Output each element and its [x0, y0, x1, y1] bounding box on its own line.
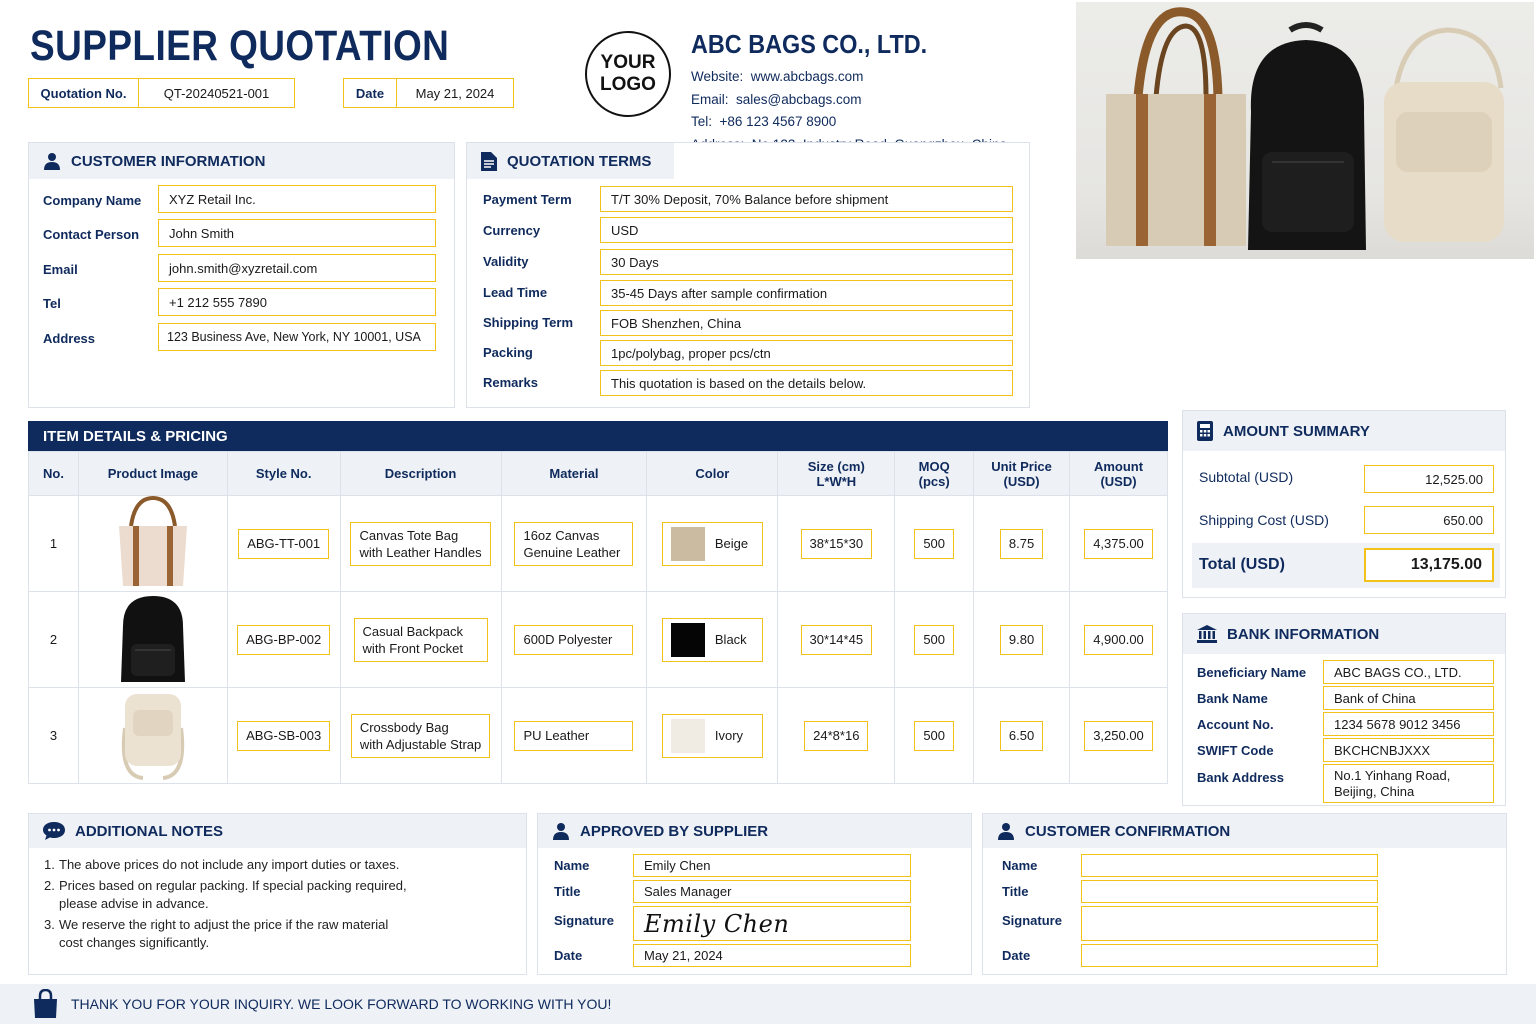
color-swatch-beige	[671, 527, 705, 561]
moq-field[interactable]: 500	[914, 721, 954, 751]
col-description: Description	[340, 452, 501, 496]
style-no-field[interactable]: ABG-BP-002	[237, 625, 330, 655]
description-field[interactable]: Crossbody Bag with Adjustable Strap	[351, 714, 490, 758]
table-row	[29, 688, 1168, 784]
product-photo	[1076, 2, 1534, 259]
quotation-no-value[interactable]: QT-20240521-001	[163, 85, 270, 101]
tel-value: +86 123 4567 8900	[719, 114, 837, 129]
bank-address-field[interactable]: No.1 Yinhang Road, Beijing, China	[1323, 764, 1494, 803]
customer-label-tel: Tel	[43, 296, 61, 311]
confirm-name-label: Name	[1002, 858, 1038, 873]
item-details-heading: ITEM DETAILS & PRICING	[43, 427, 228, 445]
website-label: Website:	[691, 69, 744, 84]
bank-swift-field[interactable]: BKCHCNBJXXX	[1323, 738, 1494, 762]
quotation-terms-panel	[466, 142, 1030, 408]
customer-confirmation-heading: CUSTOMER CONFIRMATION	[1025, 822, 1231, 840]
customer-label-contact: Contact Person	[43, 227, 140, 242]
moq-field[interactable]: 500	[914, 529, 954, 559]
color-field[interactable]: Ivory	[662, 714, 763, 758]
confirm-name-field[interactable]	[1081, 854, 1378, 877]
row-no: 3	[29, 688, 79, 784]
row-no: 1	[29, 496, 79, 592]
chat-bubble-icon	[43, 822, 65, 840]
footer-text: THANK YOU FOR YOUR INQUIRY. WE LOOK FORWARD TO WORKING WITH YOU!	[71, 996, 612, 1012]
item-details-header	[28, 421, 1168, 451]
style-no-field[interactable]: ABG-SB-003	[237, 721, 330, 751]
unit-price-field[interactable]: 6.50	[1000, 721, 1043, 751]
product-image-backpack	[78, 592, 227, 688]
supplier-name-label: Name	[554, 858, 590, 873]
email-link[interactable]: sales@abcbags.com	[736, 91, 862, 107]
col-no: No.	[29, 452, 79, 496]
subtotal-value[interactable]: 12,525.00	[1364, 465, 1494, 493]
supplier-signature-label: Signature	[554, 913, 614, 928]
confirm-signature-field[interactable]	[1081, 906, 1378, 941]
description-field[interactable]: Casual Backpack with Front Pocket	[354, 618, 488, 662]
supplier-approval-header	[538, 814, 971, 848]
total-label: Total (USD)	[1199, 556, 1285, 573]
quotation-terms-heading: QUOTATION TERMS	[507, 152, 652, 170]
color-field[interactable]: Black	[662, 618, 763, 662]
list-item: 1. The above prices do not include any import duties or taxes.	[44, 857, 400, 872]
customer-label-address: Address	[43, 331, 96, 346]
terms-payment-field[interactable]: T/T 30% Deposit, 70% Balance before shipment	[600, 186, 1013, 212]
customer-contact-field[interactable]: John Smith	[158, 219, 436, 247]
confirm-signature-label: Signature	[1002, 913, 1062, 928]
item-table	[28, 451, 1168, 784]
terms-label-remarks: Remarks	[483, 375, 538, 390]
terms-validity-field[interactable]: 30 Days	[600, 249, 1013, 275]
customer-info-header	[29, 143, 454, 179]
col-color: Color	[647, 452, 778, 496]
bank-info-heading: BANK INFORMATION	[1227, 625, 1380, 643]
col-image: Product Image	[78, 452, 227, 496]
company-logo	[585, 31, 671, 117]
supplier-signature-field[interactable]	[633, 906, 911, 941]
quotation-no-group	[28, 78, 295, 108]
size-field[interactable]: 30*14*45	[801, 625, 873, 655]
additional-notes-header	[29, 814, 526, 848]
customer-company-field[interactable]: XYZ Retail Inc.	[158, 185, 436, 213]
table-row	[29, 496, 1168, 592]
bank-label-swift: SWIFT Code	[1197, 743, 1274, 758]
quotation-terms-header	[467, 143, 674, 179]
material-field[interactable]: 16oz Canvas Genuine Leather	[514, 522, 633, 566]
bank-name-field[interactable]: Bank of China	[1323, 686, 1494, 710]
user-icon	[552, 822, 570, 840]
terms-leadtime-field[interactable]: 35-45 Days after sample confirmation	[600, 280, 1013, 306]
product-image-tote	[78, 496, 227, 592]
moq-field[interactable]: 500	[914, 625, 954, 655]
material-field[interactable]: PU Leather	[514, 721, 633, 751]
date-label: Date	[344, 79, 397, 107]
color-field[interactable]: Beige	[662, 522, 763, 566]
row-no: 2	[29, 592, 79, 688]
email-label: Email:	[691, 91, 729, 107]
page-title: SUPPLIER QUOTATION	[30, 22, 450, 70]
col-amount: Amount (USD)	[1069, 452, 1167, 496]
bank-label-beneficiary: Beneficiary Name	[1197, 665, 1307, 680]
supplier-title-label: Title	[554, 884, 581, 899]
company-name: ABC BAGS CO., LTD.	[691, 29, 928, 59]
bank-beneficiary-field[interactable]: ABC BAGS CO., LTD.	[1323, 660, 1494, 684]
material-field[interactable]: 600D Polyester	[514, 625, 633, 655]
color-swatch-black	[671, 623, 705, 657]
amount-field[interactable]: 4,375.00	[1084, 529, 1153, 559]
col-style: Style No.	[227, 452, 340, 496]
calculator-icon	[1197, 421, 1213, 441]
supplier-title-field[interactable]: Sales Manager	[633, 880, 911, 903]
amount-summary-heading: AMOUNT SUMMARY	[1223, 422, 1370, 440]
tel-label: Tel:	[691, 114, 713, 129]
supplier-approval-heading: APPROVED BY SUPPLIER	[580, 822, 769, 840]
bank-info-header	[1183, 614, 1505, 654]
user-icon	[43, 152, 61, 170]
terms-shipping-field[interactable]: FOB Shenzhen, China	[600, 310, 1013, 336]
list-item: 2. Prices based on regular packing. If special packing required, please advise in advance.	[44, 878, 407, 911]
date-group	[343, 78, 514, 108]
footer-bar	[0, 984, 1536, 1024]
bank-label-address: Bank Address	[1197, 770, 1284, 785]
supplier-signature: Emily Chen	[644, 909, 790, 938]
bank-account-field[interactable]: 1234 5678 9012 3456	[1323, 712, 1494, 736]
confirm-date-label: Date	[1002, 948, 1031, 963]
logo-line1: YOUR	[600, 52, 656, 73]
col-unit-price: Unit Price (USD)	[974, 452, 1070, 496]
terms-label-packing: Packing	[483, 345, 533, 360]
bank-label-account: Account No.	[1197, 717, 1274, 732]
color-swatch-ivory	[671, 719, 705, 753]
table-header-row	[29, 452, 1168, 496]
product-image-crossbody	[78, 688, 227, 784]
amount-summary-header	[1183, 411, 1505, 451]
customer-label-company: Company Name	[43, 193, 142, 208]
notes-list	[44, 856, 407, 955]
amount-field[interactable]: 3,250.00	[1084, 721, 1153, 751]
user-icon	[997, 822, 1015, 840]
total-value[interactable]: 13,175.00	[1364, 548, 1494, 582]
col-size: Size (cm) L*W*H	[778, 452, 895, 496]
bank-icon	[1197, 625, 1217, 643]
website-link[interactable]: www.abcbags.com	[750, 69, 864, 84]
quotation-no-label: Quotation No.	[29, 79, 139, 107]
logo-line2: LOGO	[600, 74, 656, 95]
terms-label-validity: Validity	[483, 254, 529, 269]
list-item: 3. We reserve the right to adjust the price if the raw material cost changes significantly.	[44, 917, 389, 950]
terms-currency-field[interactable]: USD	[600, 217, 1013, 243]
size-field[interactable]: 38*15*30	[801, 529, 873, 559]
unit-price-field[interactable]: 9.80	[1000, 625, 1043, 655]
terms-label-currency: Currency	[483, 223, 541, 238]
description-field[interactable]: Canvas Tote Bag with Leather Handles	[350, 522, 490, 566]
supplier-name-field[interactable]: Emily Chen	[633, 854, 911, 877]
customer-info-heading: CUSTOMER INFORMATION	[71, 152, 266, 170]
additional-notes-heading: ADDITIONAL NOTES	[75, 822, 224, 840]
bank-label-bankname: Bank Name	[1197, 691, 1268, 706]
customer-confirmation-header	[983, 814, 1506, 848]
style-no-field[interactable]: ABG-TT-001	[238, 529, 329, 559]
terms-remarks-field[interactable]: This quotation is based on the details below.	[600, 370, 1013, 396]
shopping-bag-icon	[32, 989, 59, 1019]
date-value[interactable]: May 21, 2024	[415, 85, 495, 101]
subtotal-label: Subtotal (USD)	[1199, 469, 1294, 485]
terms-packing-field[interactable]: 1pc/polybag, proper pcs/ctn	[600, 340, 1013, 366]
document-icon	[481, 152, 497, 171]
customer-tel-field[interactable]: +1 212 555 7890	[158, 288, 436, 316]
customer-label-email: Email	[43, 262, 78, 277]
confirm-date-field[interactable]	[1081, 944, 1378, 967]
table-row	[29, 592, 1168, 688]
amount-field[interactable]: 4,900.00	[1084, 625, 1153, 655]
shipping-cost-label: Shipping Cost (USD)	[1199, 512, 1329, 528]
size-field[interactable]: 24*8*16	[804, 721, 868, 751]
terms-label-shipping: Shipping Term	[483, 315, 574, 330]
supplier-date-label: Date	[554, 948, 583, 963]
terms-label-leadtime: Lead Time	[483, 285, 548, 300]
shipping-cost-value[interactable]: 650.00	[1364, 506, 1494, 534]
confirm-title-field[interactable]	[1081, 880, 1378, 903]
customer-email-field[interactable]: john.smith@xyzretail.com	[158, 254, 436, 282]
terms-label-payment: Payment Term	[483, 192, 572, 207]
customer-address-field[interactable]: 123 Business Ave, New York, NY 10001, USA	[158, 323, 436, 351]
col-material: Material	[501, 452, 647, 496]
unit-price-field[interactable]: 8.75	[1000, 529, 1043, 559]
supplier-date-field[interactable]: May 21, 2024	[633, 944, 911, 967]
col-moq: MOQ (pcs)	[895, 452, 974, 496]
confirm-title-label: Title	[1002, 884, 1029, 899]
